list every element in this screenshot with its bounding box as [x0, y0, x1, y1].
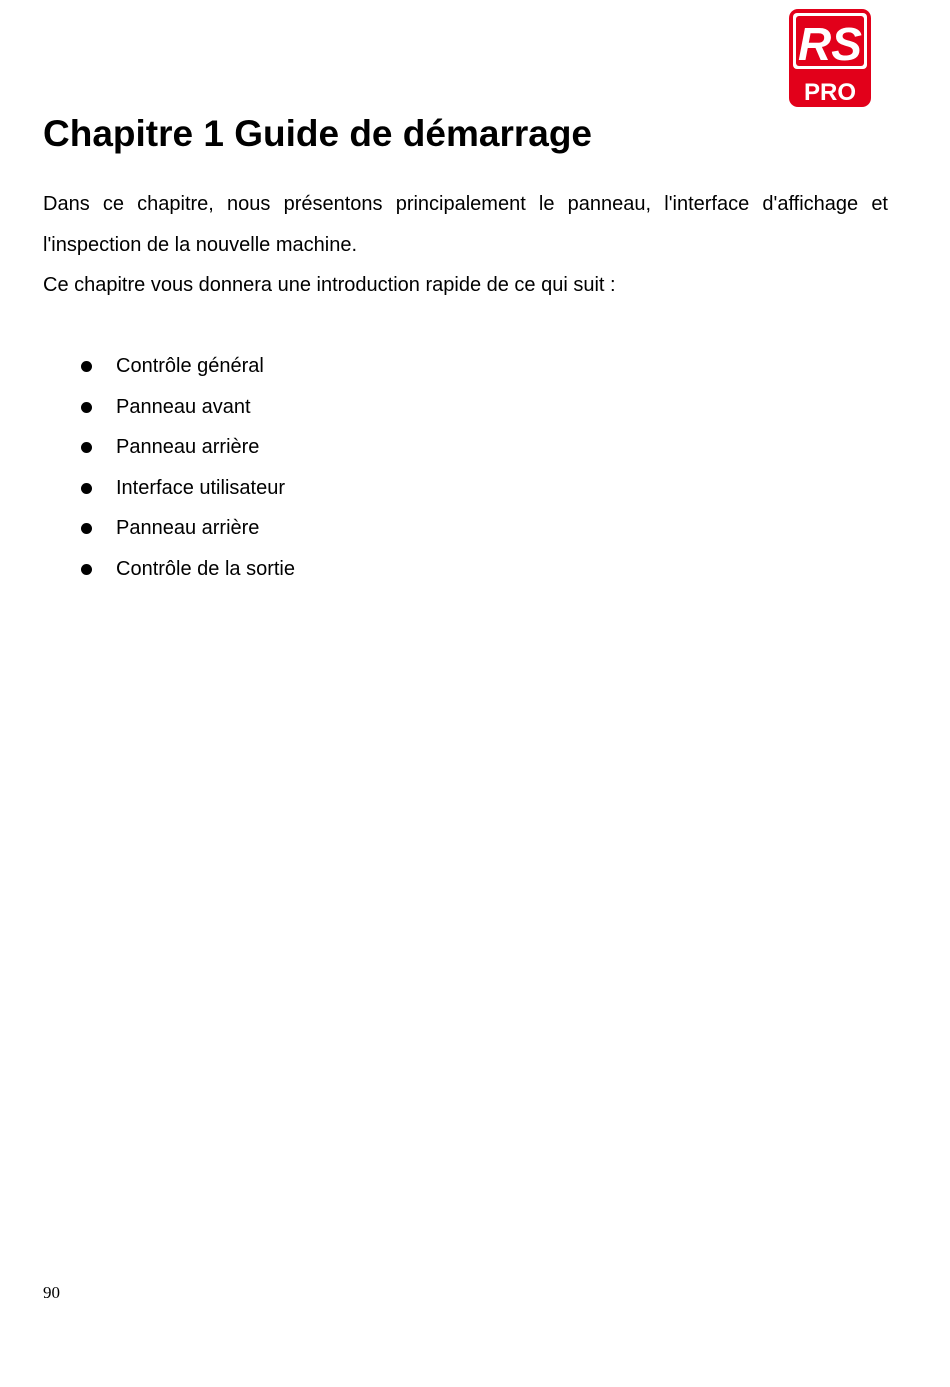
list-item-label: Panneau avant [116, 395, 251, 418]
bullet-icon [81, 442, 92, 453]
page-number: 90 [43, 1283, 60, 1302]
list-item-label: Contrôle de la sortie [116, 557, 295, 580]
list-item-label: Interface utilisateur [116, 476, 285, 499]
bullet-icon [81, 483, 92, 494]
bullet-icon [81, 361, 92, 372]
logo-pro-text: PRO [803, 79, 857, 106]
list-item-label: Panneau arrière [116, 436, 260, 458]
rs-pro-logo [788, 8, 872, 108]
bullet-icon [81, 402, 92, 413]
bullet-icon [81, 564, 92, 575]
list-item-label: Contrôle général [116, 355, 264, 377]
bullet-icon [81, 523, 92, 534]
intro-paragraph: Dans ce chapitre, nous présentons principalement le panneau, l'interface d'affichage et l'inspection de la nouvelle machine. [43, 193, 888, 256]
intro-summary: Ce chapitre vous donnera une introduction rapide de ce qui suit : [43, 274, 616, 296]
list-item-label: Panneau arrière [116, 517, 260, 539]
chapter-title: Chapitre 1 Guide de démarrage [43, 113, 593, 154]
logo-rs-text: RS [798, 18, 862, 70]
